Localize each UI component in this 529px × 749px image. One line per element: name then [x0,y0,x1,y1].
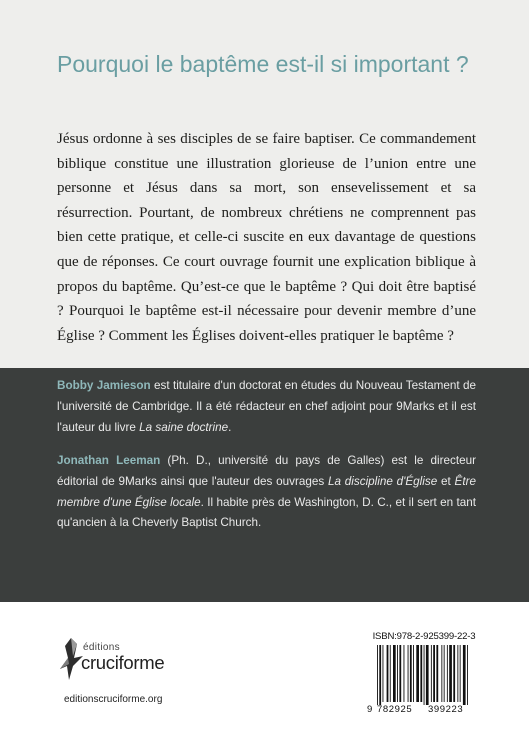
author-bio-text: (Ph. D., université du pays de Galles) est le directeur éditorial de 9Marks ainsi que l'auteur des ouvrages [57,454,477,488]
barcode-bar [377,645,378,705]
author-bio-text: est titulaire d'un doctorat en études du Nouveau Testament de l'université de Cambridge. Il a été rédacteur en chef adjoint pour 9Marks et il est l'auteur du livre [57,379,477,434]
logo-wordmark: cruciforme [81,652,165,673]
barcode-bar [447,645,448,702]
barcode-digit-first: 9 [367,704,373,715]
barcode-bar [431,645,432,702]
barcode-bar [436,645,438,702]
barcode-bar [393,645,396,702]
barcode-bar [399,645,401,702]
author-bio-leeman [57,451,476,534]
author-name: Jonathan Leeman [57,454,161,467]
isbn-barcode [367,631,481,717]
book-blurb: Jésus ordonne à ses disciples de se faire baptiser. Ce commandement biblique constitue une illustration glorieuse de l’union entre une personne et Jésus dans sa mort, son ensevelissement et sa résurrection. Pourtant, de nombreux chrétiens ne comprennent pas bien cette pratique, et celle-ci suscite en eux davantage de questions que de réponses. Ce court ouvrage fournit une explication biblique à propos du baptême. Qu’est-ce que le baptême ? Qui doit être baptisé ? Pourquoi le baptême est-il nécessaire pour devenir membre d’une Église ? Comment les Églises doivent-elles pratiquer le baptême ? [57,131,476,344]
barcode-bar [453,645,455,702]
barcode-bar [416,645,419,702]
barcode-bar [424,645,425,705]
barcode-bar [413,645,414,702]
barcode-bar [467,645,468,705]
book-title: Être membre d'une Église locale [57,474,476,509]
author-name: Bobby Jamieson [57,379,151,392]
publisher-website: editionscruciforme.org [64,694,163,705]
isbn-label: ISBN:978-2-925399-22-3 [372,631,476,642]
author-bio-jamieson [57,376,476,438]
barcode-bar [444,645,445,702]
barcode-bar [383,645,384,702]
author-bio-text: . [228,420,232,434]
barcode-bar [449,645,452,702]
barcode-bars [367,645,481,705]
barcode-digits-right: 399223 [428,704,464,715]
book-title: La saine doctrine [139,420,229,434]
logo-wordmark-small: éditions [83,642,120,653]
barcode-bar [410,645,412,702]
barcode-bar [390,645,391,702]
barcode-bar [460,645,461,702]
barcode-bar [426,645,429,705]
barcode-bar [457,645,458,702]
barcode-bar [397,645,398,702]
barcode-bar [387,645,389,702]
barcode-bar [433,645,435,702]
author-bio-text: . Il habite près de Washington, D. C., et il sert en tant qu'ancien à la Cheverly Baptist Church. [57,495,476,530]
barcode-bar [463,645,466,705]
barcode-digits-left: 782925 [377,704,413,715]
barcode-bar [420,645,422,702]
barcode-bar [408,645,409,702]
book-title: La discipline d'Église [328,474,438,488]
barcode-bar [441,645,442,702]
author-bio-text: et [437,474,455,488]
barcode-bar [404,645,405,702]
back-cover-headline: Pourquoi le baptême est-il si important ? [57,51,469,77]
barcode-bar [379,645,381,705]
publisher-logo [57,636,187,686]
